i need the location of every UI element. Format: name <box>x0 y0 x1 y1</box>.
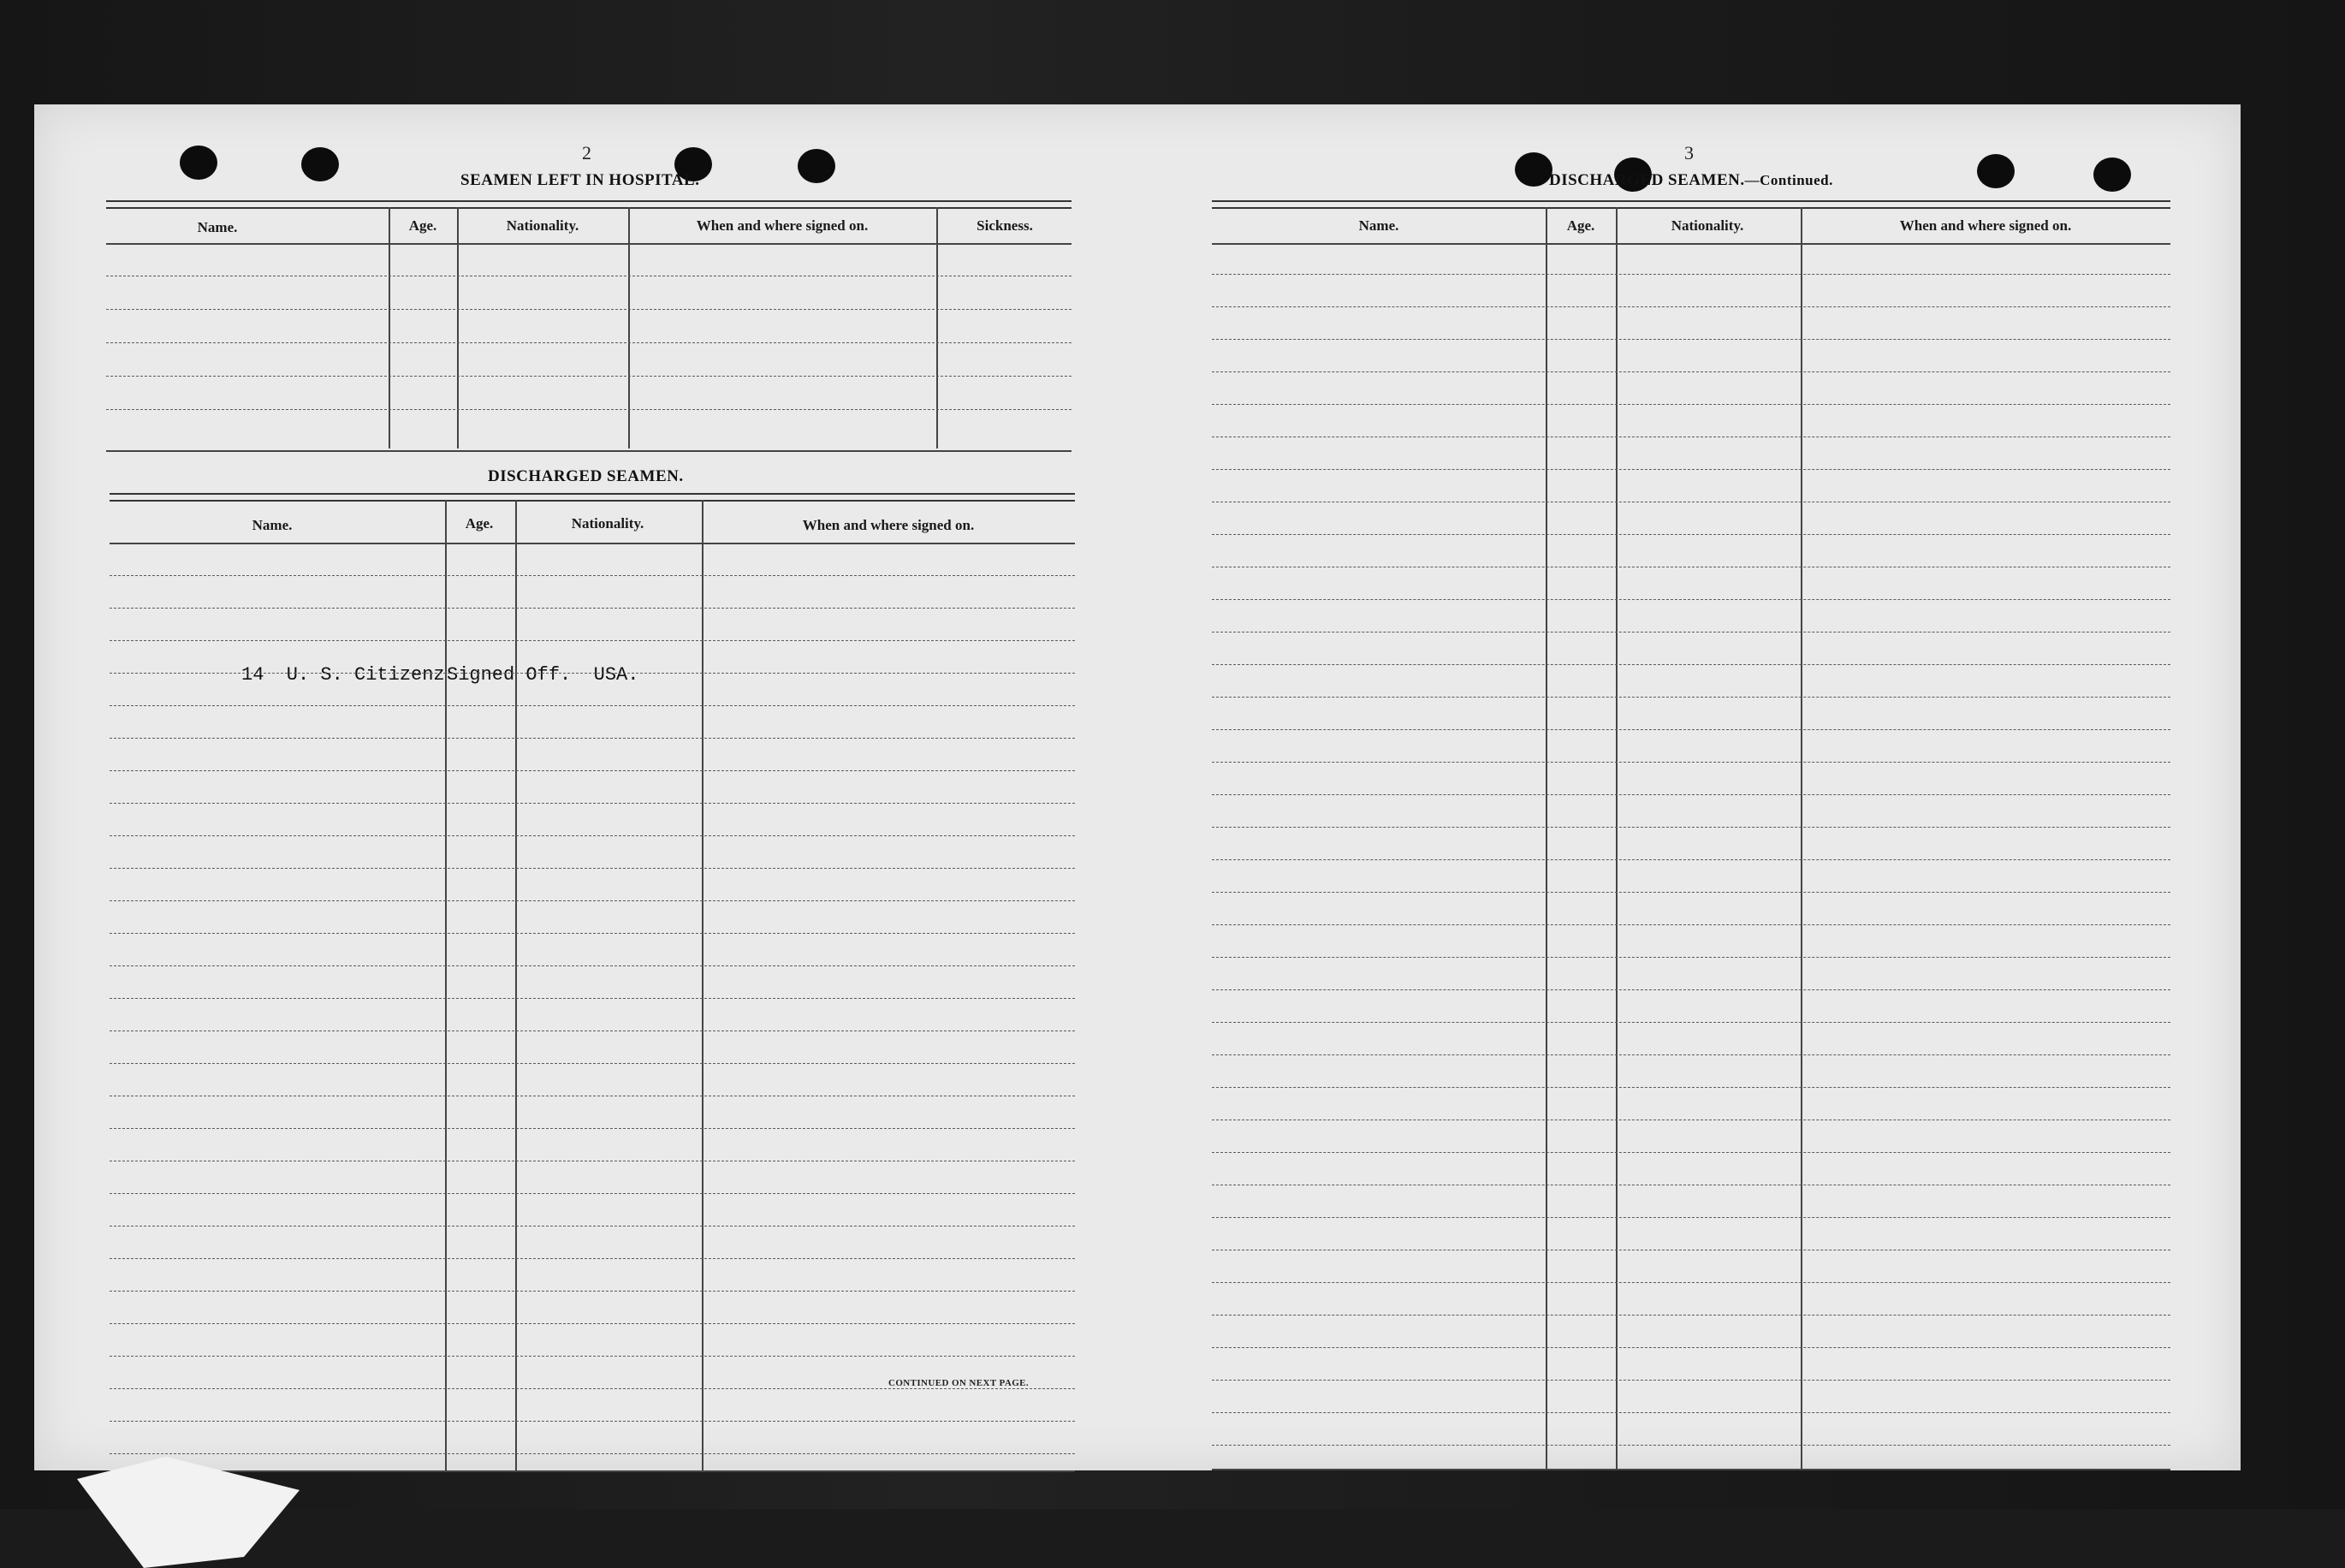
dashed-row <box>110 1030 1075 1031</box>
dashed-row <box>1212 794 2170 795</box>
dashed-row <box>1212 404 2170 405</box>
dashed-row <box>106 309 1072 310</box>
column-divider <box>628 207 630 448</box>
punch-hole <box>180 146 217 180</box>
dashed-row <box>1212 632 2170 633</box>
dashed-row <box>1212 1282 2170 1283</box>
col-header-nationality: Nationality. <box>571 515 644 532</box>
dashed-row <box>110 998 1075 999</box>
continued-note: CONTINUED ON NEXT PAGE. <box>888 1378 1030 1388</box>
column-divider <box>445 500 447 1470</box>
dashed-row <box>110 640 1075 641</box>
dashed-row <box>110 673 1075 674</box>
dashed-row <box>1212 1087 2170 1088</box>
col-header-nationality: Nationality. <box>1671 217 1744 234</box>
discharged-table <box>110 493 1075 1474</box>
left-page <box>34 104 1147 1470</box>
dashed-row <box>1212 1315 2170 1316</box>
title-continued: —Continued. <box>1744 172 1833 188</box>
column-divider <box>702 500 704 1470</box>
page-number: 2 <box>582 142 591 163</box>
dashed-row <box>1212 729 2170 730</box>
table-rule <box>106 200 1072 209</box>
dashed-row <box>1212 371 2170 372</box>
dashed-row <box>1212 664 2170 665</box>
col-header-signed-on: When and where signed on. <box>1899 217 2072 234</box>
dashed-row <box>1212 599 2170 600</box>
dashed-row <box>110 770 1075 771</box>
dashed-row <box>110 1421 1075 1422</box>
dashed-row <box>110 1388 1075 1389</box>
col-header-name: Name. <box>1358 217 1399 234</box>
dashed-row <box>1212 306 2170 307</box>
dashed-row <box>1212 469 2170 470</box>
col-header-signed-on: When and where signed on. <box>802 517 975 533</box>
dashed-row <box>110 1323 1075 1324</box>
dashed-row <box>110 1258 1075 1259</box>
dashed-row <box>110 1063 1075 1064</box>
col-header-signed-on: When and where signed on. <box>696 217 869 234</box>
dashed-row <box>1212 762 2170 763</box>
dashed-row <box>1212 1022 2170 1023</box>
header-rule <box>106 243 1072 245</box>
dashed-row <box>106 409 1072 410</box>
dashed-row <box>1212 274 2170 275</box>
dashed-row <box>110 1128 1075 1129</box>
column-divider <box>1801 207 1802 1469</box>
dashed-row <box>1212 1412 2170 1413</box>
dashed-row <box>1212 534 2170 535</box>
title-text: DISCHARGED SEAMEN. <box>1549 171 1745 189</box>
discharged-section-title: DISCHARGED SEAMEN. <box>488 467 684 485</box>
col-header-nationality: Nationality. <box>506 217 579 234</box>
column-divider <box>1546 207 1547 1469</box>
column-divider <box>936 207 938 448</box>
table-rule <box>110 493 1075 502</box>
dashed-row <box>106 342 1072 343</box>
header-rule <box>1212 243 2170 245</box>
table-bottom-rule <box>106 450 1072 452</box>
dashed-row <box>110 1453 1075 1454</box>
dashed-row <box>1212 1380 2170 1381</box>
punch-hole <box>798 149 835 183</box>
dashed-row <box>1212 859 2170 860</box>
punch-hole <box>2093 157 2131 192</box>
dashed-row <box>110 738 1075 739</box>
dashed-row <box>1212 957 2170 958</box>
col-header-age: Age. <box>408 217 437 234</box>
entry-name: 14 U. S. Citizenz <box>241 664 445 686</box>
dashed-row <box>1212 1152 2170 1153</box>
dashed-row <box>1212 1217 2170 1218</box>
entry-status: Signed Off. USA. <box>447 664 639 686</box>
dashed-row <box>1212 827 2170 828</box>
dashed-row <box>106 376 1072 377</box>
dashed-row <box>1212 1054 2170 1055</box>
right-page <box>1147 104 2241 1470</box>
discharged-continued-table <box>1212 200 2170 1474</box>
dashed-row <box>110 835 1075 836</box>
punch-hole <box>1515 152 1552 187</box>
table-rule <box>1212 200 2170 209</box>
col-header-age: Age. <box>465 515 494 532</box>
hospital-section-title: SEAMEN LEFT IN HOSPITAL. <box>460 171 700 189</box>
table-bottom-rule <box>110 1470 1075 1472</box>
dashed-row <box>1212 1347 2170 1348</box>
col-header-name: Name. <box>252 517 293 533</box>
column-divider <box>515 500 517 1470</box>
col-header-name: Name. <box>197 219 238 235</box>
column-divider <box>457 207 459 448</box>
dashed-row <box>110 933 1075 934</box>
dashed-row <box>1212 924 2170 925</box>
dashed-row <box>1212 892 2170 893</box>
dashed-row <box>110 1193 1075 1194</box>
dashed-row <box>110 1356 1075 1357</box>
col-header-sickness: Sickness. <box>977 217 1033 234</box>
dashed-row <box>110 705 1075 706</box>
dashed-row <box>110 575 1075 576</box>
dashed-row <box>1212 697 2170 698</box>
punch-hole <box>1977 154 2015 188</box>
col-header-age: Age. <box>1566 217 1595 234</box>
dashed-row <box>110 868 1075 869</box>
punch-hole <box>301 147 339 181</box>
hospital-table <box>106 200 1072 457</box>
dashed-row <box>1212 339 2170 340</box>
dashed-row <box>110 900 1075 901</box>
column-divider <box>389 207 390 448</box>
page-number: 3 <box>1684 142 1694 163</box>
dashed-row <box>110 1291 1075 1292</box>
dashed-row <box>110 965 1075 966</box>
document-sheet <box>34 104 2241 1470</box>
discharged-continued-title <box>1549 171 1833 190</box>
dashed-row <box>1212 989 2170 990</box>
header-rule <box>110 543 1075 544</box>
table-bottom-rule <box>1212 1469 2170 1470</box>
dashed-row <box>1212 1445 2170 1446</box>
dashed-row <box>110 608 1075 609</box>
dashed-row <box>110 803 1075 804</box>
column-divider <box>1616 207 1618 1469</box>
